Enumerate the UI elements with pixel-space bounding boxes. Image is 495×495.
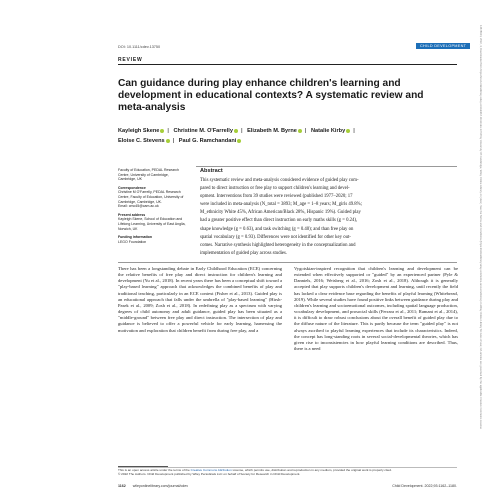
orcid-icon[interactable] xyxy=(234,129,238,133)
page-footer xyxy=(118,484,457,488)
header-rule xyxy=(118,64,457,65)
article-title: Can guidance during play enhance children's learning and development in educational contexts? A systematic review and meta-analysis xyxy=(118,78,424,114)
journal-site-link[interactable]: wileyonlinelibrary.com/journal/cdev xyxy=(132,484,189,488)
orcid-icon[interactable] xyxy=(166,139,170,143)
author-line-1: Kayleigh Skene | Christine M. O'Farrelly | Elizabeth M. Byrne | Natalie Kirby | xyxy=(118,128,355,134)
abstract-line: comes. Narrative synthesis highlighted heterogeneity in the conceptualization and xyxy=(200,242,356,248)
license-prefix: This is an open access article under the terms of the xyxy=(118,468,190,472)
author-name[interactable]: Natalie Kirby xyxy=(310,128,346,134)
present-address-text: Kayleigh Skene, School of Education and Lifelong Learning, University of East Anglia, Norwich, UK xyxy=(118,217,186,231)
download-margin-note: 14678624, 2022, 4, Downloaded from https://srcd.onlinelibrary.wiley.com/doi/10.1111/cdev.13730 by University Of Cambridge, Wiley Online Library on [date]. See the Terms and Conditions (https://onlinelibrary.wiley.com/terms-and-conditions) on Wiley Online Library for rules of use; OA articles are governed by the applicable Creative Commons License xyxy=(479,25,482,429)
copyright-note: © 2022 The Authors. Child Development published by Wiley Periodicals LLC on behalf of Society for Research in Child Development. xyxy=(118,471,301,476)
author-list xyxy=(118,126,458,146)
license-note xyxy=(118,469,457,477)
affiliation-sidebar xyxy=(118,168,186,244)
funding-text: LEGO Foundation xyxy=(118,239,147,244)
abstract-line: had a greater positive effect than direct instruction on early maths skills (g = 0.24), xyxy=(200,218,358,224)
abstract-line: This systematic review and meta-analysis considered evidence of guided play com- xyxy=(200,178,359,183)
correspondence-email[interactable]: Email: cmo45@cam.ac.uk xyxy=(118,204,159,209)
author-name[interactable]: Elizabeth M. Byrne xyxy=(247,128,297,134)
author-name[interactable]: Kayleigh Skene xyxy=(118,128,160,134)
journal-badge[interactable]: CHILD DEVELOPMENT xyxy=(416,43,470,49)
correspondence-heading: Correspondence xyxy=(118,185,146,190)
funding-heading: Funding information xyxy=(118,235,153,240)
section-label: REVIEW xyxy=(118,57,143,63)
body-right-column: Vygotskian-inspired recognition that children's learning and development can be extended when effectively supported or "guided" by an experienced partner (Pyle & Danniels, 2016; Weisberg et al., 2016; Zosh et al., 2018). Although it is generally accepted that play supports children's development and learning, until recently the field has lacked a clear evidence base regarding the benefits of playful learning (Whitebread, 2019). While several studies have found positive links between guidance during play and children's learning and socioemotional outcomes, including spatial language production, vocabulary development, and prosocial skills (Ferrara et al., 2011; Ramani et al., 2014), it is difficult to draw robust conclusions about the overall benefit of guided play due to the diffuse nature of the literature. This is partly because the term "guided play" is not always ascribed to playful learning experiences that include its characteristics. Indeed, the concept has long-standing roots in several social-developmental theories, which has given rise to inconsistencies in how playful learning conditions are described. Thus, there is a need xyxy=(294,266,458,352)
abstract-top-rule xyxy=(196,166,457,167)
body-left-column: There has been a longstanding debate in Early Childhood Education (ECE) concerning the relative benefits of free play and direct instruction for children's learning and development (Yu et al., 2018). In recent years there has been a conceptual shift toward a "play-based learning" approach that acknowledges the combined benefits of play and traditional teaching, particularly in an ECE context (Fisher et al., 2013). Guided play is an educational approach that falls under the umbrella of "play-based learning" (Hirsh-Pasek et al., 2009; Zosh et al., 2018). In redefining play as a spectrum with varying degrees of child autonomy and adult guidance, guided play has been situated as a "middle-ground" between free play and direct instruction. The intersection of play and guidance is believed to offer a powerful vehicle for early learning, harnessing the motivation and exploration that children benefit from during free play, and a xyxy=(118,266,282,333)
abstract-line: opment. Interventions from 39 studies were reviewed (published 1977–2020; 17 xyxy=(200,194,353,200)
affiliation: Faculty of Education, PEDAL Research Centre, University of Cambridge, Cambridge, UK xyxy=(118,168,179,182)
correspondence-text: Christine M O'Farrelly, PEDAL Research Centre, Faculty of Education, University of Cambridge, Cambridge, UK. xyxy=(118,190,184,204)
author-name[interactable]: Paul G. Ramchandani xyxy=(178,138,237,144)
author-line-2: Eloise C. Stevens | Paul G. Ramchandani xyxy=(118,136,458,146)
license-suffix: License, which permits use, distribution and reproduction in any medium, provided the original work is properly cited. xyxy=(232,468,392,472)
abstract-line: shape knowledge (g = 0.63), and task switching (g = 0.40); and than free play on xyxy=(200,226,354,232)
orcid-icon[interactable] xyxy=(160,129,164,133)
abstract-body xyxy=(200,177,455,258)
abstract-line: pared to direct instruction or free play to support children's learning and devel- xyxy=(200,186,350,192)
journal-citation: Child Development. 2022;93:1162–1180. xyxy=(392,484,457,488)
abstract-line: implementation of guided play across studies. xyxy=(200,250,288,256)
abstract-bottom-rule xyxy=(118,262,457,263)
author-name[interactable]: Christine M. O'Farrelly xyxy=(173,128,233,134)
abstract-heading: Abstract xyxy=(200,168,223,174)
orcid-icon[interactable] xyxy=(237,139,241,143)
abstract-line: were included in meta-analysis (N_total = 3893; M_age = 1–8 years; M_girls 49.8%; xyxy=(200,202,362,208)
abstract-line: spatial vocabulary (g = 0.93). Differences were not identified for other key out- xyxy=(200,234,351,240)
license-link[interactable]: Creative Commons Attribution xyxy=(190,468,232,472)
orcid-icon[interactable] xyxy=(298,129,302,133)
page-number: 1162 xyxy=(118,484,126,488)
doi[interactable]: DOI: 10.1111/cdev.13750 xyxy=(118,45,161,49)
orcid-icon[interactable] xyxy=(346,129,350,133)
present-address-heading: Present address xyxy=(118,212,146,217)
abstract-line: M_ethnicity White 45%, African American/Black 28%, Hispanic 19%). Guided play xyxy=(200,210,361,216)
author-name[interactable]: Eloise C. Stevens xyxy=(118,138,165,144)
